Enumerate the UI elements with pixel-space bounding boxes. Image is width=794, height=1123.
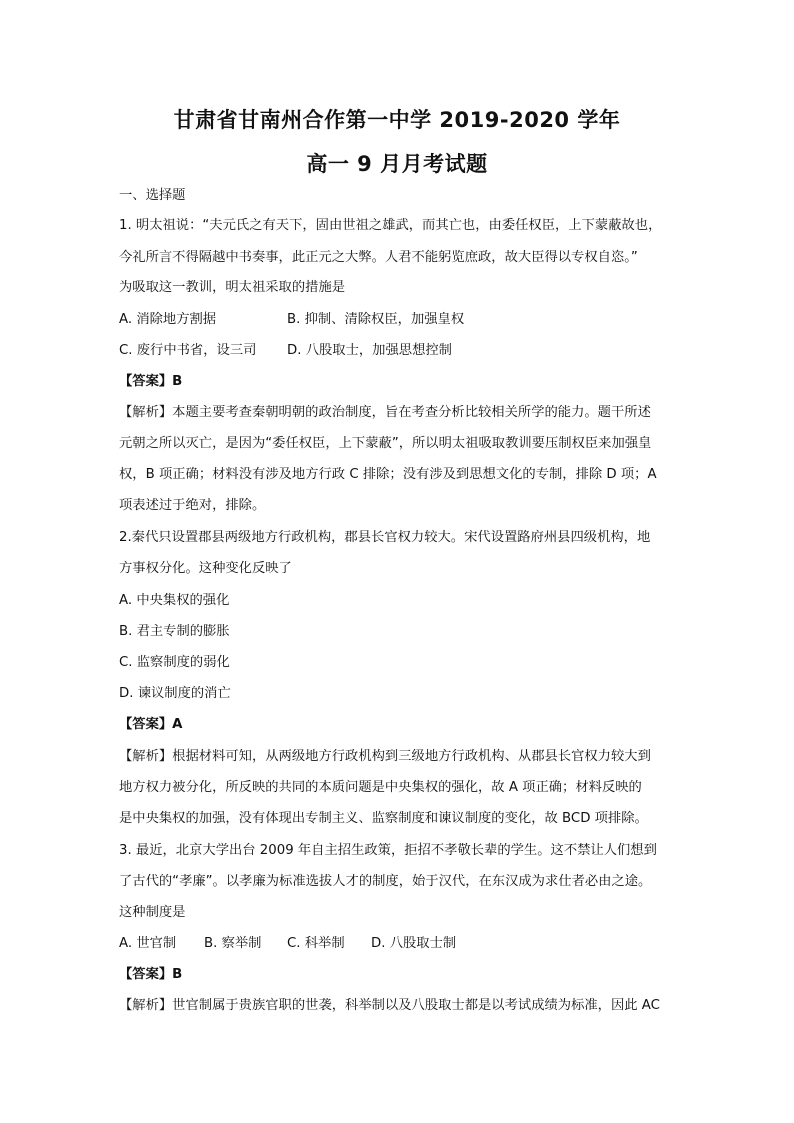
page-title: 甘肃省甘南州合作第一中学 2019-2020 学年 — [173, 108, 621, 132]
q1-answer: 【答案】B — [119, 374, 183, 389]
q1-option-c: C. 废行中书省，设三司 — [119, 343, 257, 358]
q3-option-a: A. 世官制 — [119, 936, 177, 951]
q3-answer: 【答案】B — [119, 967, 183, 982]
q1-option-a: A. 消除地方割据 — [119, 312, 217, 327]
q2-analysis-line-2: 地方权力被分化，所反映的共同的本质问题是中央集权的强化，故 A 项正确；材料反映的 — [119, 780, 642, 795]
q2-option-a: A. 中央集权的强化 — [119, 593, 230, 608]
q2-analysis-line-1: 【解析】根据材料可知，从两级地方行政机构到三级地方行政机构、从郡县长官权力较大到 — [119, 749, 651, 764]
q2-answer: 【答案】A — [119, 717, 183, 732]
q3-stem-line-3: 这种制度是 — [119, 905, 186, 920]
q3-analysis-line-1: 【解析】世官制属于贵族官职的世袭，科举制以及八股取士都是以考试成绩为标准，因此 AC — [119, 998, 660, 1013]
q1-stem-line-3: 为吸取这一教训，明太祖采取的措施是 — [119, 280, 346, 295]
page-subtitle: 高一 9 月月考试题 — [306, 152, 488, 176]
q1-analysis-line-3: 权，B 项正确；材料没有涉及地方行政 C 排除；没有涉及到思想文化的专制，排除 D 项；A — [119, 467, 657, 482]
q1-stem-line-1: 1. 明太祖说：“夫元氏之有天下，固由世祖之雄武，而其亡也，由委任权臣，上下蒙蔽故也， — [119, 218, 662, 233]
q1-analysis-line-2: 元朝之所以灭亡，是因为“委任权臣，上下蒙蔽”，所以明太祖吸取教训要压制权臣来加强皇 — [119, 436, 652, 451]
q2-option-b: B. 君主专制的膨胀 — [119, 624, 230, 639]
q2-analysis-line-3: 是中央集权的加强，没有体现出专制主义、监察制度和谏议制度的变化，故 BCD 项排除。 — [119, 811, 648, 826]
q1-option-b: B. 抑制、清除权臣，加强皇权 — [287, 312, 465, 327]
section-heading: 一、选择题 — [119, 188, 186, 203]
q1-analysis-line-4: 项表述过于绝对，排除。 — [119, 498, 266, 513]
q2-option-d: D. 谏议制度的消亡 — [119, 686, 231, 701]
q3-option-c: C. 科举制 — [287, 936, 345, 951]
q1-option-d: D. 八股取士，加强思想控制 — [287, 343, 452, 358]
q1-stem-line-2: 今礼所言不得隔越中书奏事，此正元之大弊。人君不能躬览庶政，故大臣得以专权自恣。” — [119, 250, 638, 265]
q3-option-d: D. 八股取士制 — [371, 936, 457, 951]
q3-stem-line-1: 3. 最近，北京大学出台 2009 年自主招生政策，拒招不孝敬长辈的学生。这不禁让人们想到 — [119, 843, 657, 858]
q2-stem-line-2: 方事权分化。这种变化反映了 — [119, 561, 292, 576]
q2-stem-line-1: 2.秦代只设置郡县两级地方行政机构，郡县长官权力较大。宋代设置路府州县四级机构，地 — [119, 530, 651, 545]
q3-stem-line-2: 了古代的“孝廉”。以孝廉为标准选拔人才的制度，始于汉代，在东汉成为求仕者必由之途。 — [119, 874, 652, 889]
q3-option-b: B. 察举制 — [204, 936, 262, 951]
q2-option-c: C. 监察制度的弱化 — [119, 655, 230, 670]
q1-analysis-line-1: 【解析】本题主要考查秦朝明朝的政治制度，旨在考查分析比较相关所学的能力。题干所述 — [119, 405, 651, 420]
